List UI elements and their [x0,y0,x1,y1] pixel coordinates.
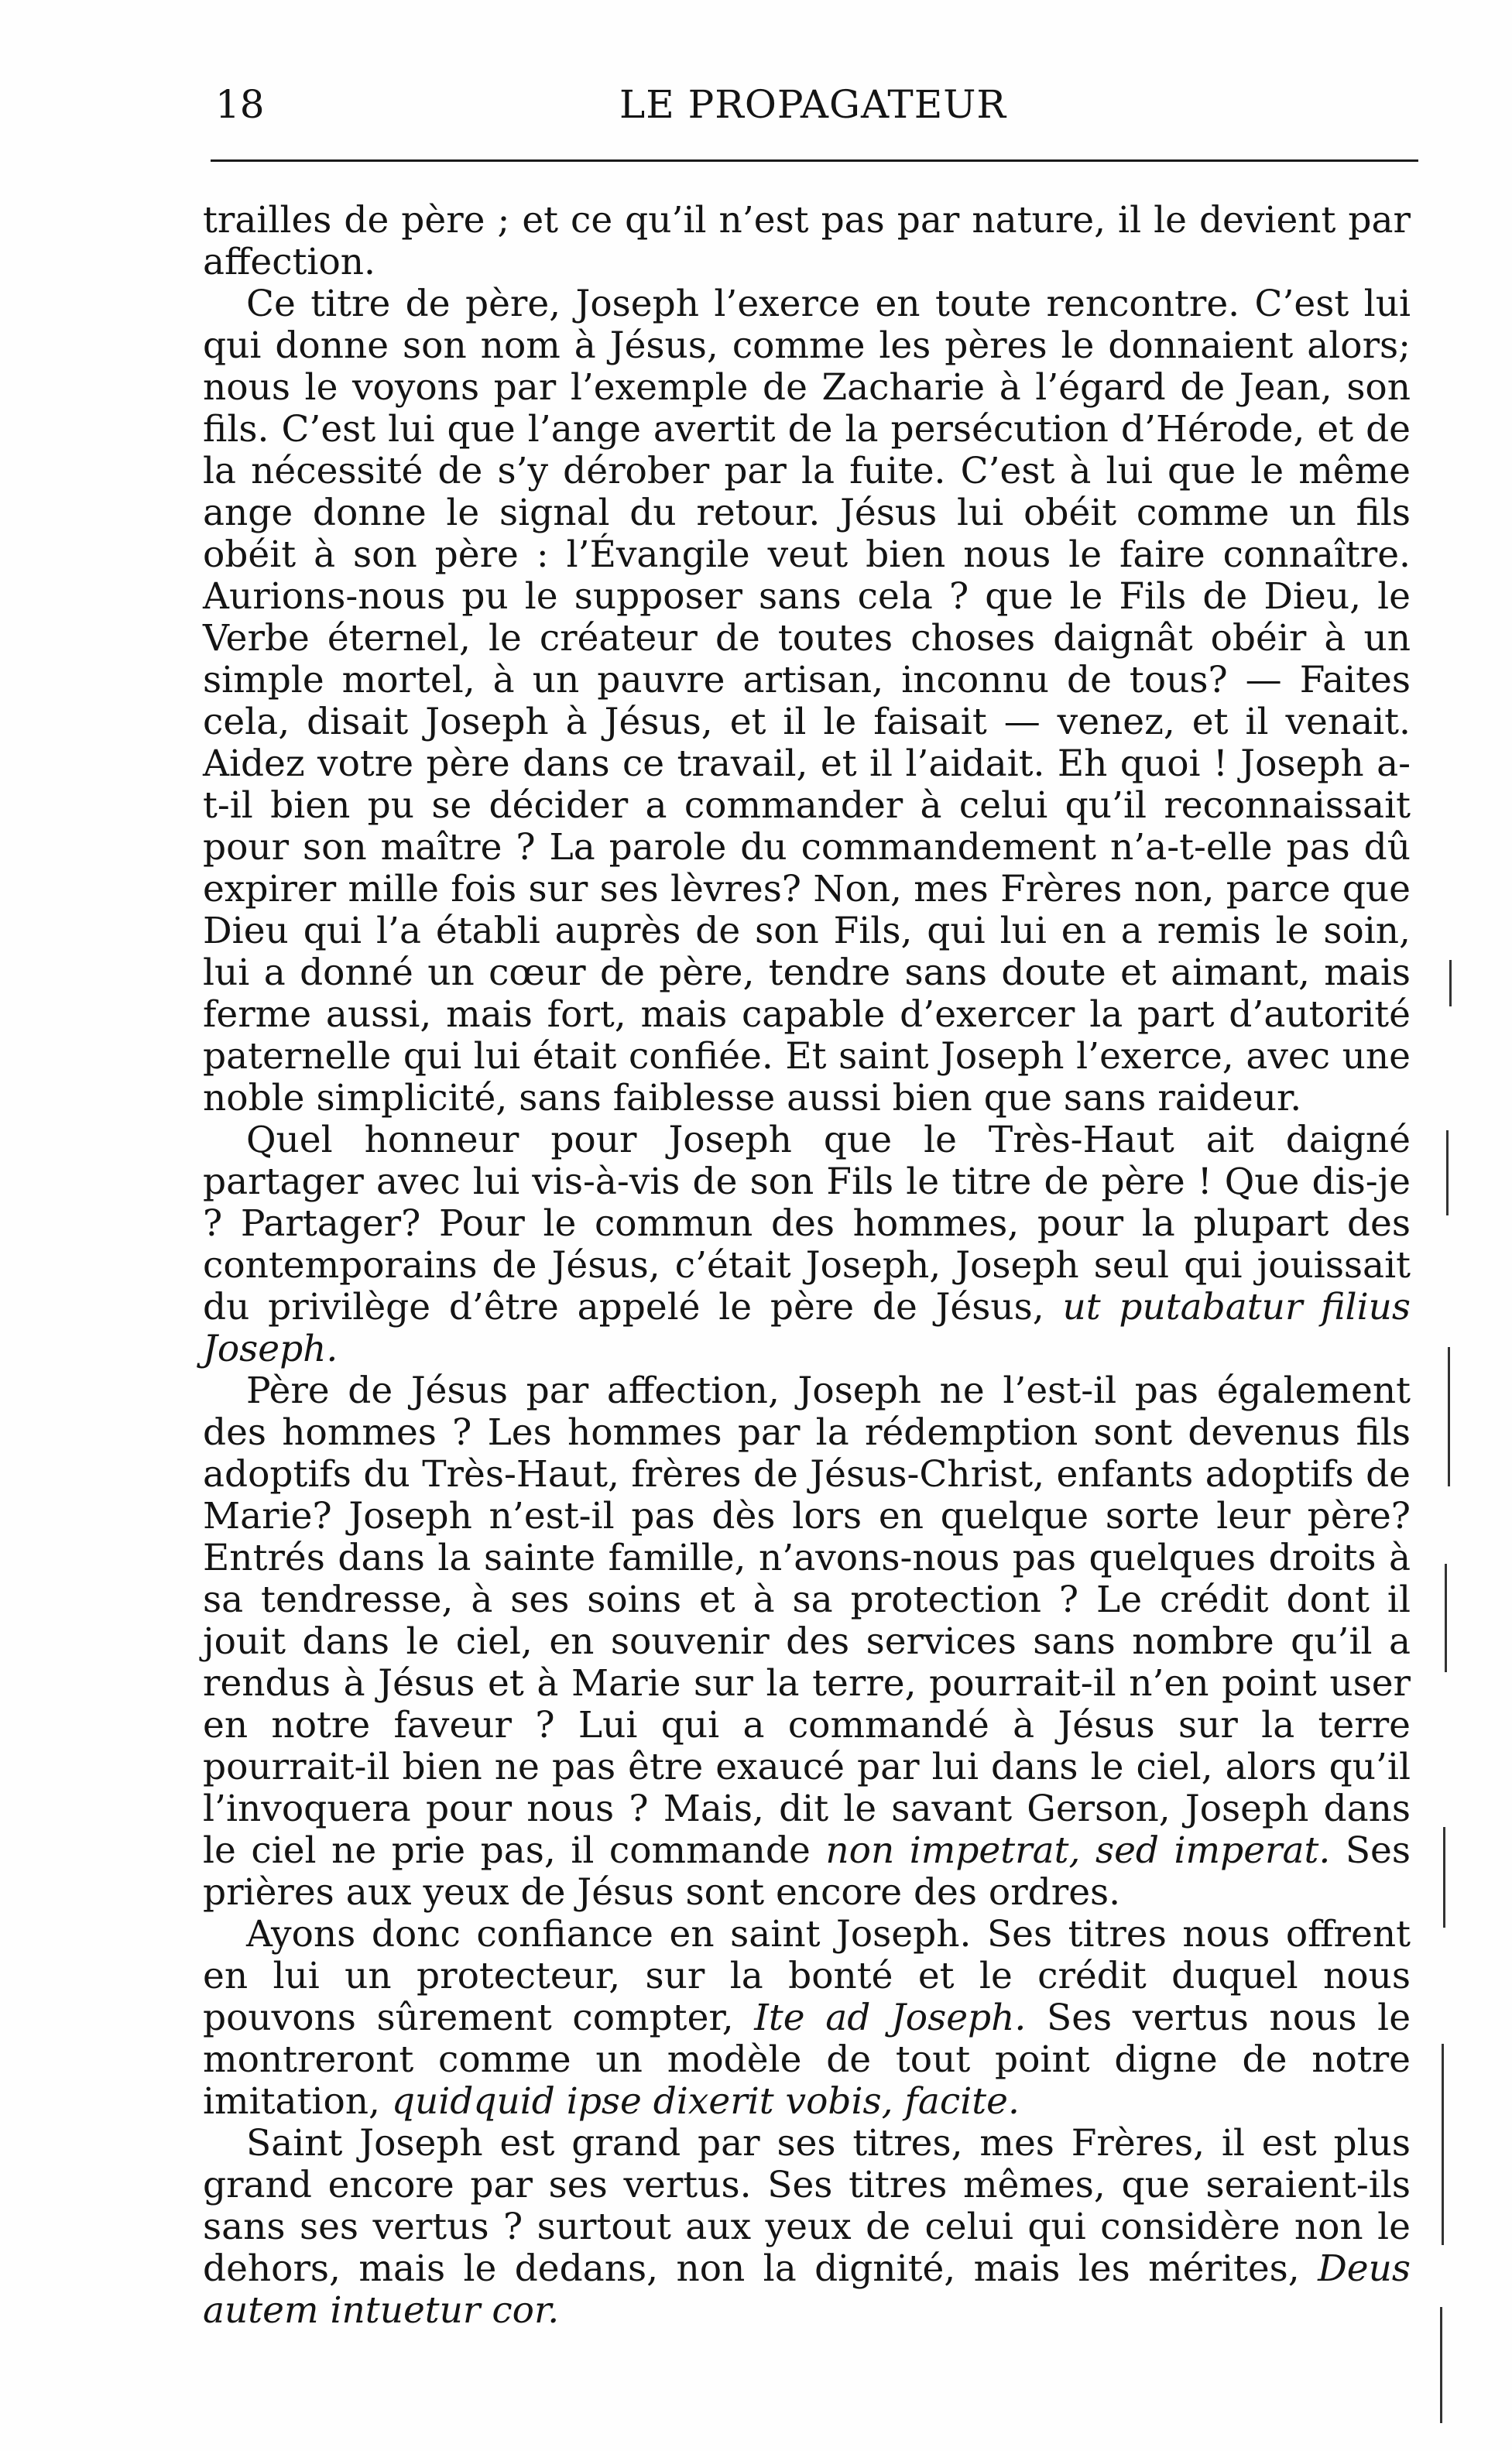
journal-title: LE PROPAGATEUR [619,82,1006,127]
margin-mark [1446,1130,1449,1215]
text-segment: Ses vertus nous le montreront comme un modèle de tout point digne de notre imitation, [203,1997,1411,2123]
text-segment: Ce titre de père, Joseph l’exerce en toute rencontre. C’est lui qui donne son nom à Jésus, comme les pères le donnaient alors; nous le voyons par l’exemple de Zacharie à l’égard de Jean, son fils. C’est lui que l’ange avertit de la persécution d’Hérode, et de la nécessité de s’y dérober par la fuite. C’est à lui que le même ange donne le signal du retour. Jésus lui obéit comme un fils obéit à son père : l’Évangile veut bien nous le faire connaître. Aurions-nous pu le supposer sans cela ? que le Fils de Dieu, le Verbe éternel, le créateur de toutes choses daignât obéir à un simple mortel, à un pauvre artisan, inconnu de tous? — Faites cela, disait Joseph à Jésus, et il le faisait — venez, et il venait. Aidez votre père dans ce travail, et il l’aidait. Eh quoi ! Joseph a-t-il bien pu se décider a commander à celui qu’il reconnaissait pour son maître ? La parole du commandement n’a-t-elle pas dû expirer mille fois sur ses lèvres? Non, mes Frères non, parce que Dieu qui l’a établi auprès de son Fils, qui lui en a remis le soin, lui a donné un cœur de père, tendre sans doute et aimant, mais ferme aussi, mais fort, mais capable d’exercer la part d’autorité paternelle qui lui était confiée. Et saint Joseph l’exerce, avec une noble simplicité, sans faiblesse aussi bien que sans raideur. [203,283,1411,1119]
paragraph [203,283,1411,1119]
margin-mark [1443,1827,1445,1928]
paragraph [203,1370,1411,1914]
body-text [203,200,1411,2332]
italic-text: Ite ad Joseph. [754,1997,1027,2039]
text-segment: Ses prières aux yeux de Jésus sont encore des ordres. [203,1829,1411,1914]
text-segment: Père de Jésus par affection, Joseph ne l’est-il pas également des hommes ? Les hommes par la rédemption sont devenus fils adoptifs du Très-Haut, frères de Jésus-Christ, enfants adoptifs de Marie? Joseph n’est-il pas dès lors en quelque sorte leur père? Entrés dans la sainte famille, n’avons-nous pas quelques droits à sa tendresse, à ses soins et à sa protection ? Le crédit dont il jouit dans le ciel, en souvenir des services sans nombre qu’il a rendus à Jésus et à Marie sur la terre, pourrait-il n’en point user en notre faveur ? Lui qui a commandé à Jésus sur la terre pourrait-il bien ne pas être exaucé par lui dans le ciel, alors qu’il l’invoquera pour nous ? Mais, dit le savant Gerson, Joseph dans le ciel ne prie pas, il commande [203,1369,1411,1872]
italic-text: quidquid ipse dixerit vobis, facite. [391,2080,1020,2123]
margin-mark [1445,1564,1447,1672]
header-rule [211,159,1418,162]
text-segment: Ayons donc confiance en saint Joseph. Ses titres nous offrent en lui un protecteur, sur la bonté et le crédit duquel nous pouvons sûrement compter, [203,1913,1411,2039]
running-head [209,77,1417,132]
paragraph [203,1119,1411,1370]
margin-mark [1440,2307,1442,2423]
text-segment: Saint Joseph est grand par ses titres, mes Frères, il est plus grand encore par ses vertus. Ses titres mêmes, que seraient-ils sans ses vertus ? surtout aux yeux de celui qui considère non le dehors, mais le dedans, non la dignité, mais les mérites, [203,2122,1411,2290]
paragraph [203,200,1411,283]
margin-mark [1449,960,1452,1006]
italic-text: ut putabatur filius Joseph. [203,1286,1411,1370]
text-segment: Quel honneur pour Joseph que le Très-Haut ait daigné partager avec lui vis-à-vis de son Fils le titre de père ! Que dis-je ? Partager? Pour le commun des hommes, pour la plupart des contemporains de Jésus, c’était Joseph, Joseph seul qui jouissait du privilège d’être appelé le père de Jésus, [203,1119,1411,1328]
binding-margin-marks [1438,728,1462,2431]
italic-text: non impetrat, sed imperat. [825,1829,1331,1872]
paragraph [203,1914,1411,2123]
margin-mark [1448,1347,1450,1486]
italic-text: Deus autem intuetur cor. [203,2247,1411,2332]
margin-mark [1442,2044,1444,2245]
page-number: 18 [215,82,265,127]
text-segment: trailles de père ; et ce qu’il n’est pas par nature, il le devient par affection. [203,199,1411,283]
paragraph [203,2123,1411,2332]
